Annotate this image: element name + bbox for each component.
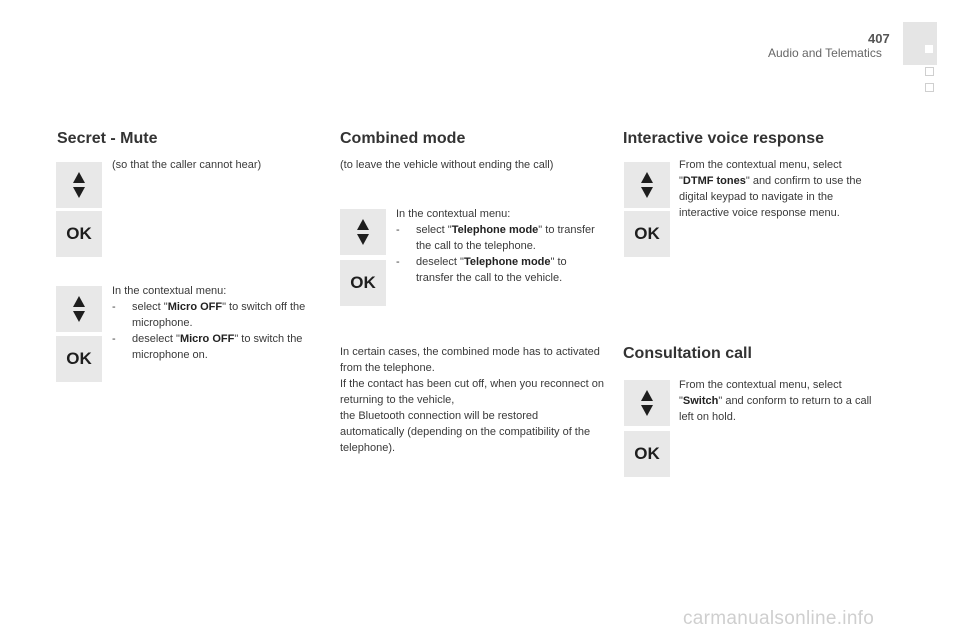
triangle-down-icon bbox=[641, 405, 653, 416]
combined-mode-intro: (to leave the vehicle without ending the call) bbox=[340, 159, 554, 171]
ivr-text: From the contextual menu, select "DTMF tones" and confirm to use the digital keypad to navigate in the interactive voice response menu. bbox=[679, 159, 862, 219]
combined-mode-menu bbox=[396, 206, 606, 286]
watermark: carmanualsonline.info bbox=[683, 608, 875, 629]
ok-button[interactable]: OK bbox=[56, 336, 102, 382]
list-item bbox=[112, 299, 317, 331]
ok-button[interactable]: OK bbox=[340, 260, 386, 306]
menu-option-telephone-mode: Telephone mode bbox=[451, 224, 539, 236]
scroll-arrows-button[interactable] bbox=[624, 162, 670, 208]
chapter-marker bbox=[925, 83, 934, 92]
ivr-title: Interactive voice response bbox=[623, 130, 824, 147]
ok-button[interactable]: OK bbox=[624, 211, 670, 257]
scroll-arrows-button[interactable] bbox=[56, 162, 102, 208]
bullet: - bbox=[396, 256, 400, 268]
list-item bbox=[396, 222, 606, 254]
secret-mute-intro: (so that the caller cannot hear) bbox=[112, 159, 262, 171]
triangle-down-icon bbox=[357, 234, 369, 245]
item-text: select "Micro OFF" to switch off the microphone. bbox=[132, 301, 306, 329]
list-item bbox=[112, 331, 317, 363]
note-line: In certain cases, the combined mode has to activated from the telephone. bbox=[340, 346, 600, 374]
menu-option-micro-off: Micro OFF bbox=[179, 333, 235, 345]
item-text: deselect "Micro OFF" to switch the microphone on. bbox=[132, 333, 303, 361]
menu-option-micro-off: Micro OFF bbox=[167, 301, 223, 313]
triangle-down-icon bbox=[641, 187, 653, 198]
menu-option-switch: Switch bbox=[682, 395, 719, 407]
bullet: - bbox=[112, 333, 116, 345]
triangle-up-icon bbox=[357, 219, 369, 230]
list-item bbox=[396, 254, 606, 286]
menu-intro: In the contextual menu: bbox=[396, 208, 511, 220]
ok-button[interactable]: OK bbox=[56, 211, 102, 257]
consultation-title: Consultation call bbox=[623, 345, 752, 362]
scroll-arrows-button[interactable] bbox=[340, 209, 386, 255]
chapter-marker bbox=[925, 67, 934, 76]
menu-option-telephone-mode: Telephone mode bbox=[463, 256, 551, 268]
chapter-marker-active bbox=[925, 45, 933, 53]
combined-mode-title: Combined mode bbox=[340, 130, 466, 147]
triangle-up-icon bbox=[73, 296, 85, 307]
triangle-up-icon bbox=[641, 172, 653, 183]
bullet: - bbox=[396, 224, 400, 236]
chapter-tab bbox=[903, 22, 937, 65]
triangle-up-icon bbox=[73, 172, 85, 183]
note-line: the Bluetooth connection will be restored automatically (depending on the compatibility of the telephone). bbox=[340, 410, 591, 454]
combined-mode-note bbox=[340, 344, 605, 456]
triangle-up-icon bbox=[641, 390, 653, 401]
triangle-down-icon bbox=[73, 311, 85, 322]
consultation-text: From the contextual menu, select "Switch" and conform to return to a call left on hold. bbox=[679, 379, 872, 423]
note-line: If the contact has been cut off, when you reconnect on returning to the vehicle, bbox=[340, 378, 604, 406]
section-title: Audio and Telematics bbox=[768, 46, 882, 60]
bullet: - bbox=[112, 301, 116, 313]
item-text: select "Telephone mode" to transfer the call to the telephone. bbox=[416, 224, 595, 252]
menu-intro: In the contextual menu: bbox=[112, 285, 227, 297]
menu-option-dtmf-tones: DTMF tones bbox=[682, 175, 746, 187]
page-number: 407 bbox=[868, 31, 890, 46]
scroll-arrows-button[interactable] bbox=[56, 286, 102, 332]
triangle-down-icon bbox=[73, 187, 85, 198]
scroll-arrows-button[interactable] bbox=[624, 380, 670, 426]
ok-button[interactable]: OK bbox=[624, 431, 670, 477]
secret-mute-menu bbox=[112, 283, 317, 363]
item-text: deselect "Telephone mode" to transfer the call to the vehicle. bbox=[416, 256, 567, 284]
secret-mute-title: Secret - Mute bbox=[57, 130, 158, 147]
